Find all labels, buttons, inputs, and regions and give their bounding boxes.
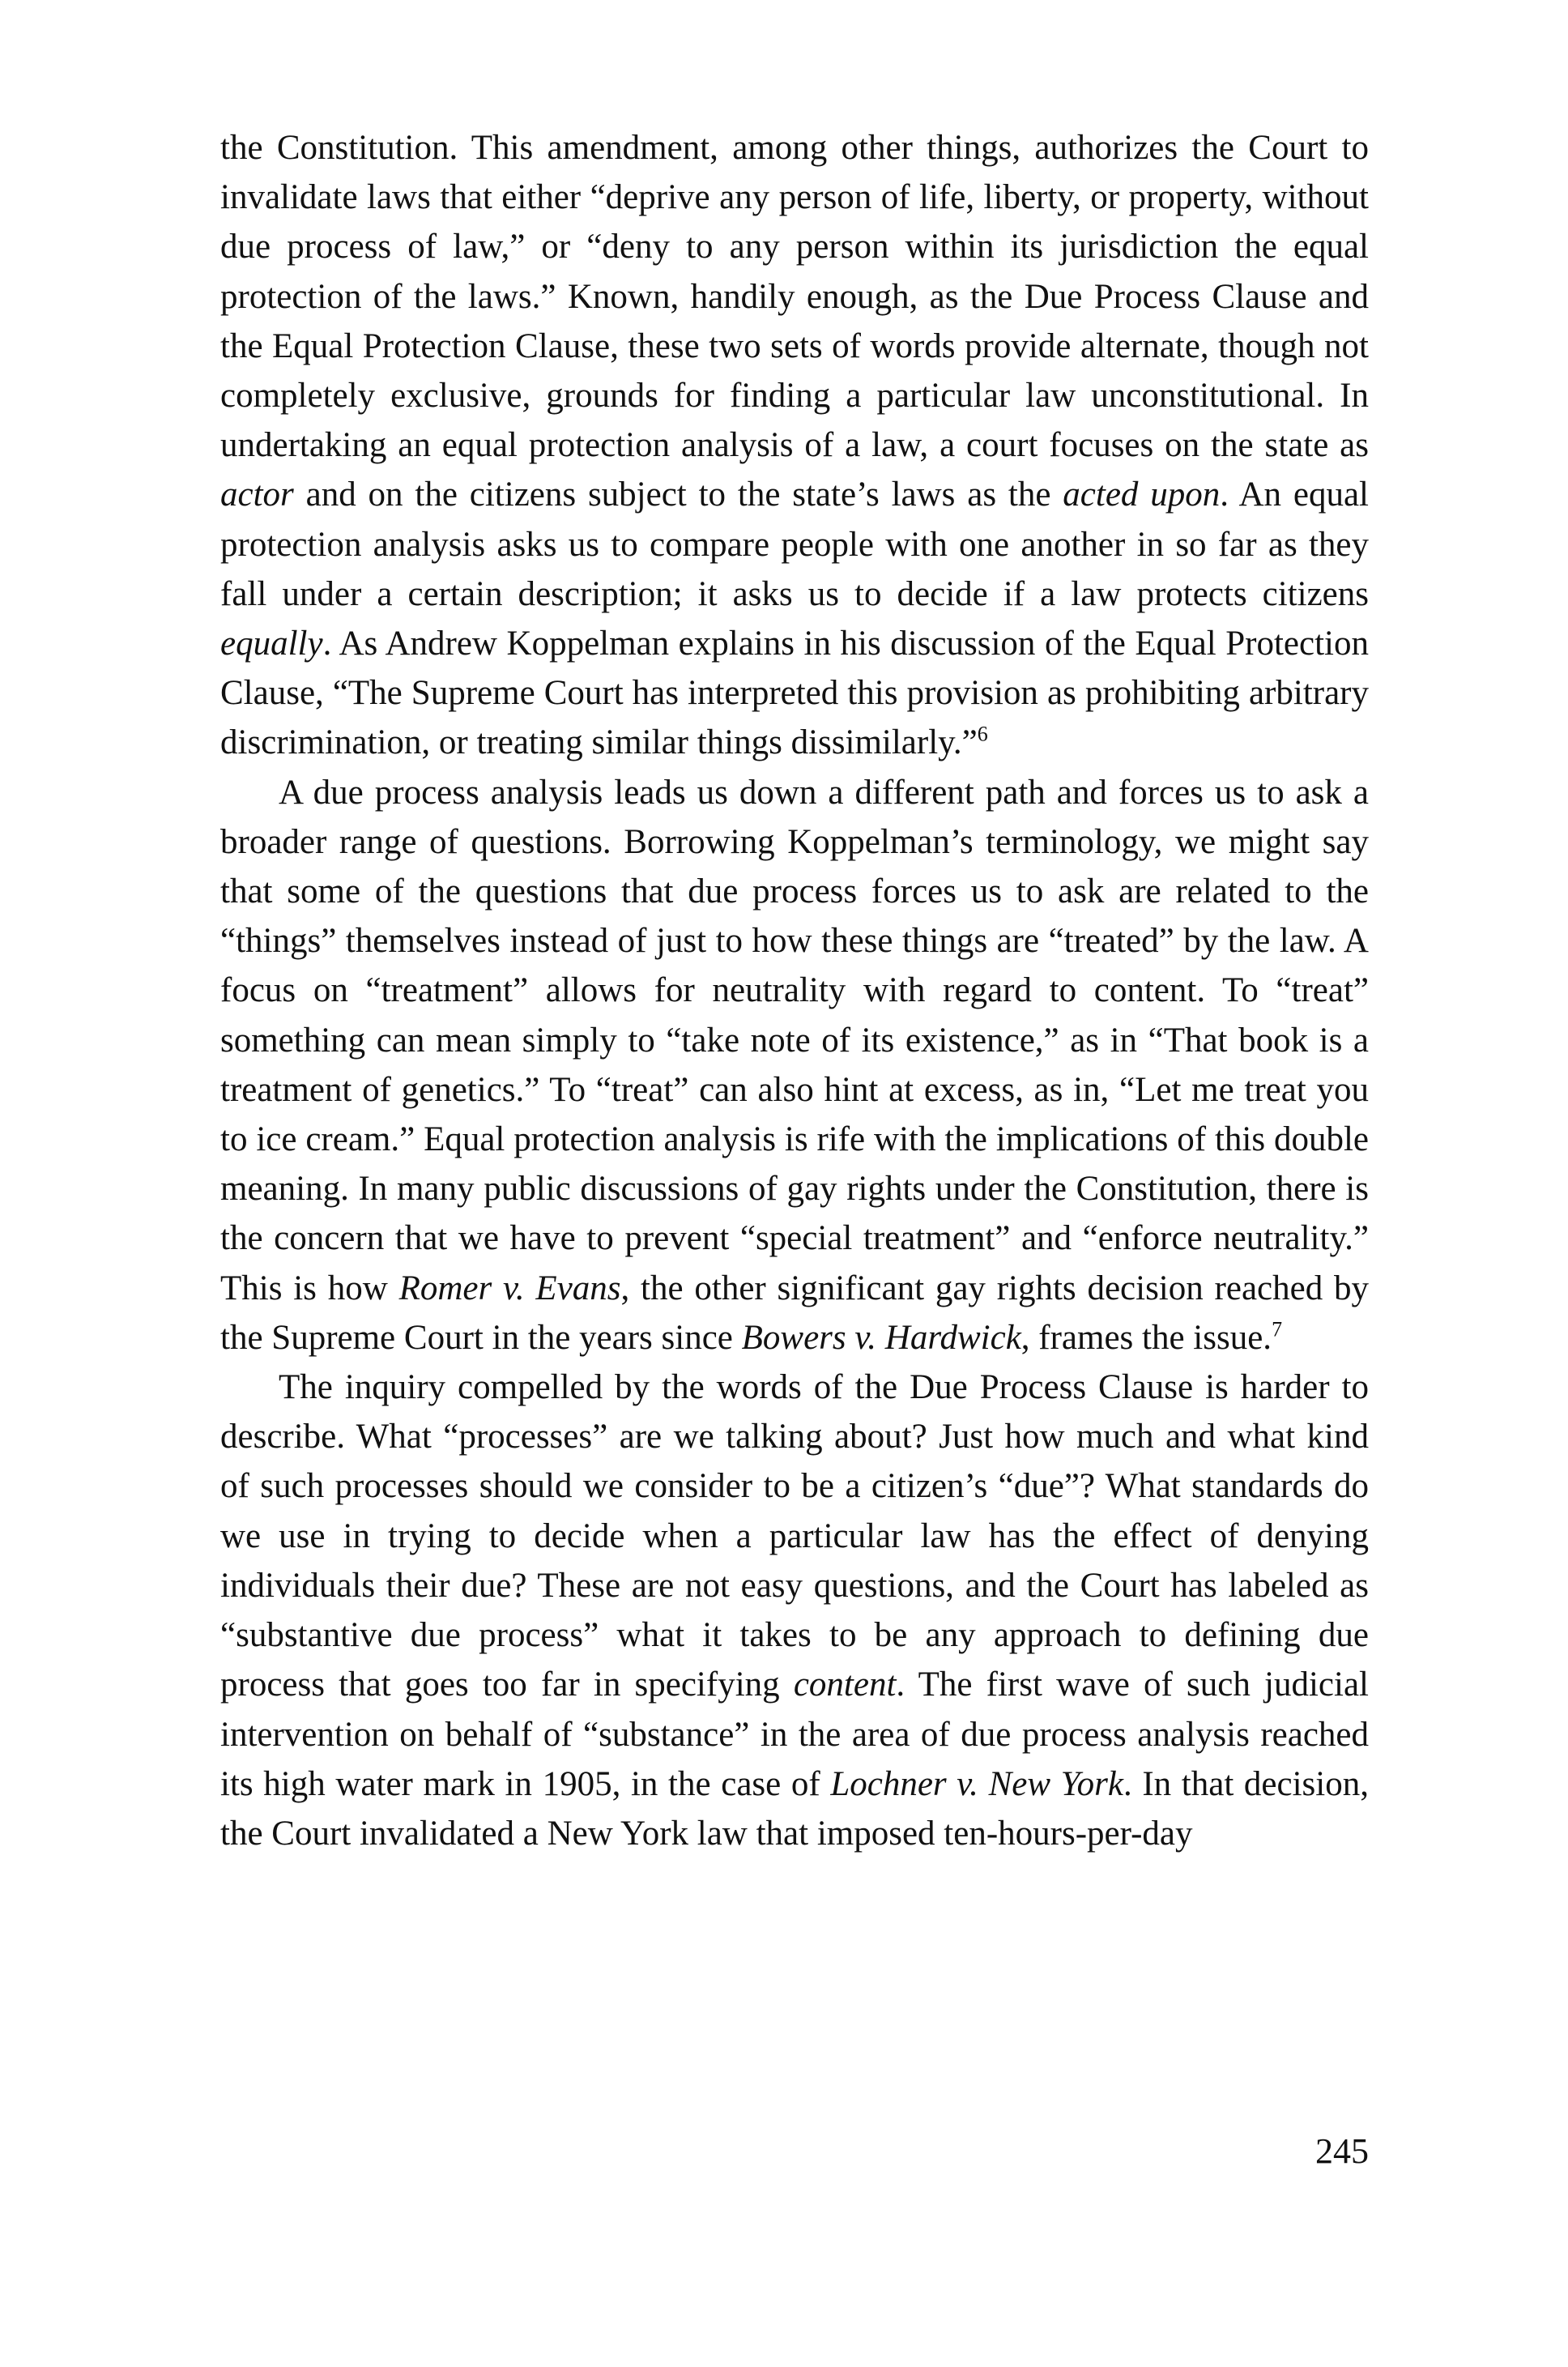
text-segment: The inquiry compelled by the words of the Due Process Clause is harder to describe. What “processes” are we talking about? Just how much and what kind of such processes should we consider to be a citizen’s “due”? What standards do we use in trying to decide when a particular law has the effect of denying individuals their due? These are not easy questions, and the Court has labeled as “substantive due process” what it takes to be any approach to defining due process that goes too far in specifying <box>220 1368 1369 1704</box>
text-segment: . An equal protection analysis asks us to compare people with one another in so far as they fall under a certain description; it asks us to decide if a law protects citizens <box>220 476 1369 613</box>
text-segment-italic: acted upon <box>1063 476 1221 514</box>
paragraph-3 <box>220 1363 1369 1858</box>
text-segment: . In that decision, the Court invalidated a New York law that imposed ten-hours-per-day <box>220 1764 1369 1853</box>
text-segment: , the other significant gay rights decision reached by the Supreme Court in the years since <box>220 1269 1369 1357</box>
paragraph-1 <box>220 123 1369 768</box>
text-segment-italic: Lochner v. New York <box>830 1764 1123 1803</box>
text-segment-italic: actor <box>220 476 294 514</box>
text-segment: A due process analysis leads us down a different path and forces us to ask a broader range of questions. Borrowing Koppelman’s terminology, we might say that some of the questions that due process forces us to ask are related to the “things” themselves instead of just to how these things are “treated” by the law. A focus on “treatment” allows for neutrality with regard to content. To “treat” something can mean simply to “take note of its existence,” as in “That book is a treatment of genetics.” To “treat” can also hint at excess, as in, “Let me treat you to ice cream.” Equal protection analysis is rife with the implications of this double meaning. In many public discussions of gay rights under the Constitution, there is the concern that we have to prevent “special treatment” and “enforce neutrality.” This is how <box>220 773 1369 1307</box>
text-segment-italic: Romer v. Evans <box>398 1269 621 1307</box>
text-segment: . As Andrew Koppelman explains in his discussion of the Equal Protection Clause, “The Supreme Court has interpreted this provision as prohibiting arbitrary discrimination, or treating similar things dissimilarly.” <box>220 625 1369 762</box>
body-text <box>220 123 1369 1858</box>
page-number: 245 <box>1315 2131 1369 2171</box>
footnote-marker: 6 <box>977 723 988 747</box>
text-segment-italic: equally <box>220 625 323 663</box>
text-segment: . The first wave of such judicial intervention on behalf of “substance” in the area of due process analysis reached its high water mark in 1905, in the case of <box>220 1665 1369 1803</box>
text-segment-italic: Bowers v. Hardwick <box>741 1318 1021 1357</box>
text-segment: , frames the issue. <box>1020 1318 1272 1357</box>
paragraph-2 <box>220 768 1369 1363</box>
text-segment-italic: content <box>793 1665 897 1704</box>
text-segment: and on the citizens subject to the state’s laws as the <box>293 476 1063 514</box>
text-segment: the Constitution. This amendment, among other things, authorizes the Court to invalidate laws that either “deprive any person of life, liberty, or property, without due process of law,” or “deny to any person within its jurisdiction the equal protection of the laws.” Known, handily enough, as the Due Process Clause and the Equal Protection Clause, these two sets of words provide alternate, though not completely exclusive, grounds for finding a particular law unconstitutional. In undertaking an equal protection analysis of a law, a court focuses on the state as <box>220 129 1369 465</box>
footnote-marker: 7 <box>1272 1317 1283 1341</box>
